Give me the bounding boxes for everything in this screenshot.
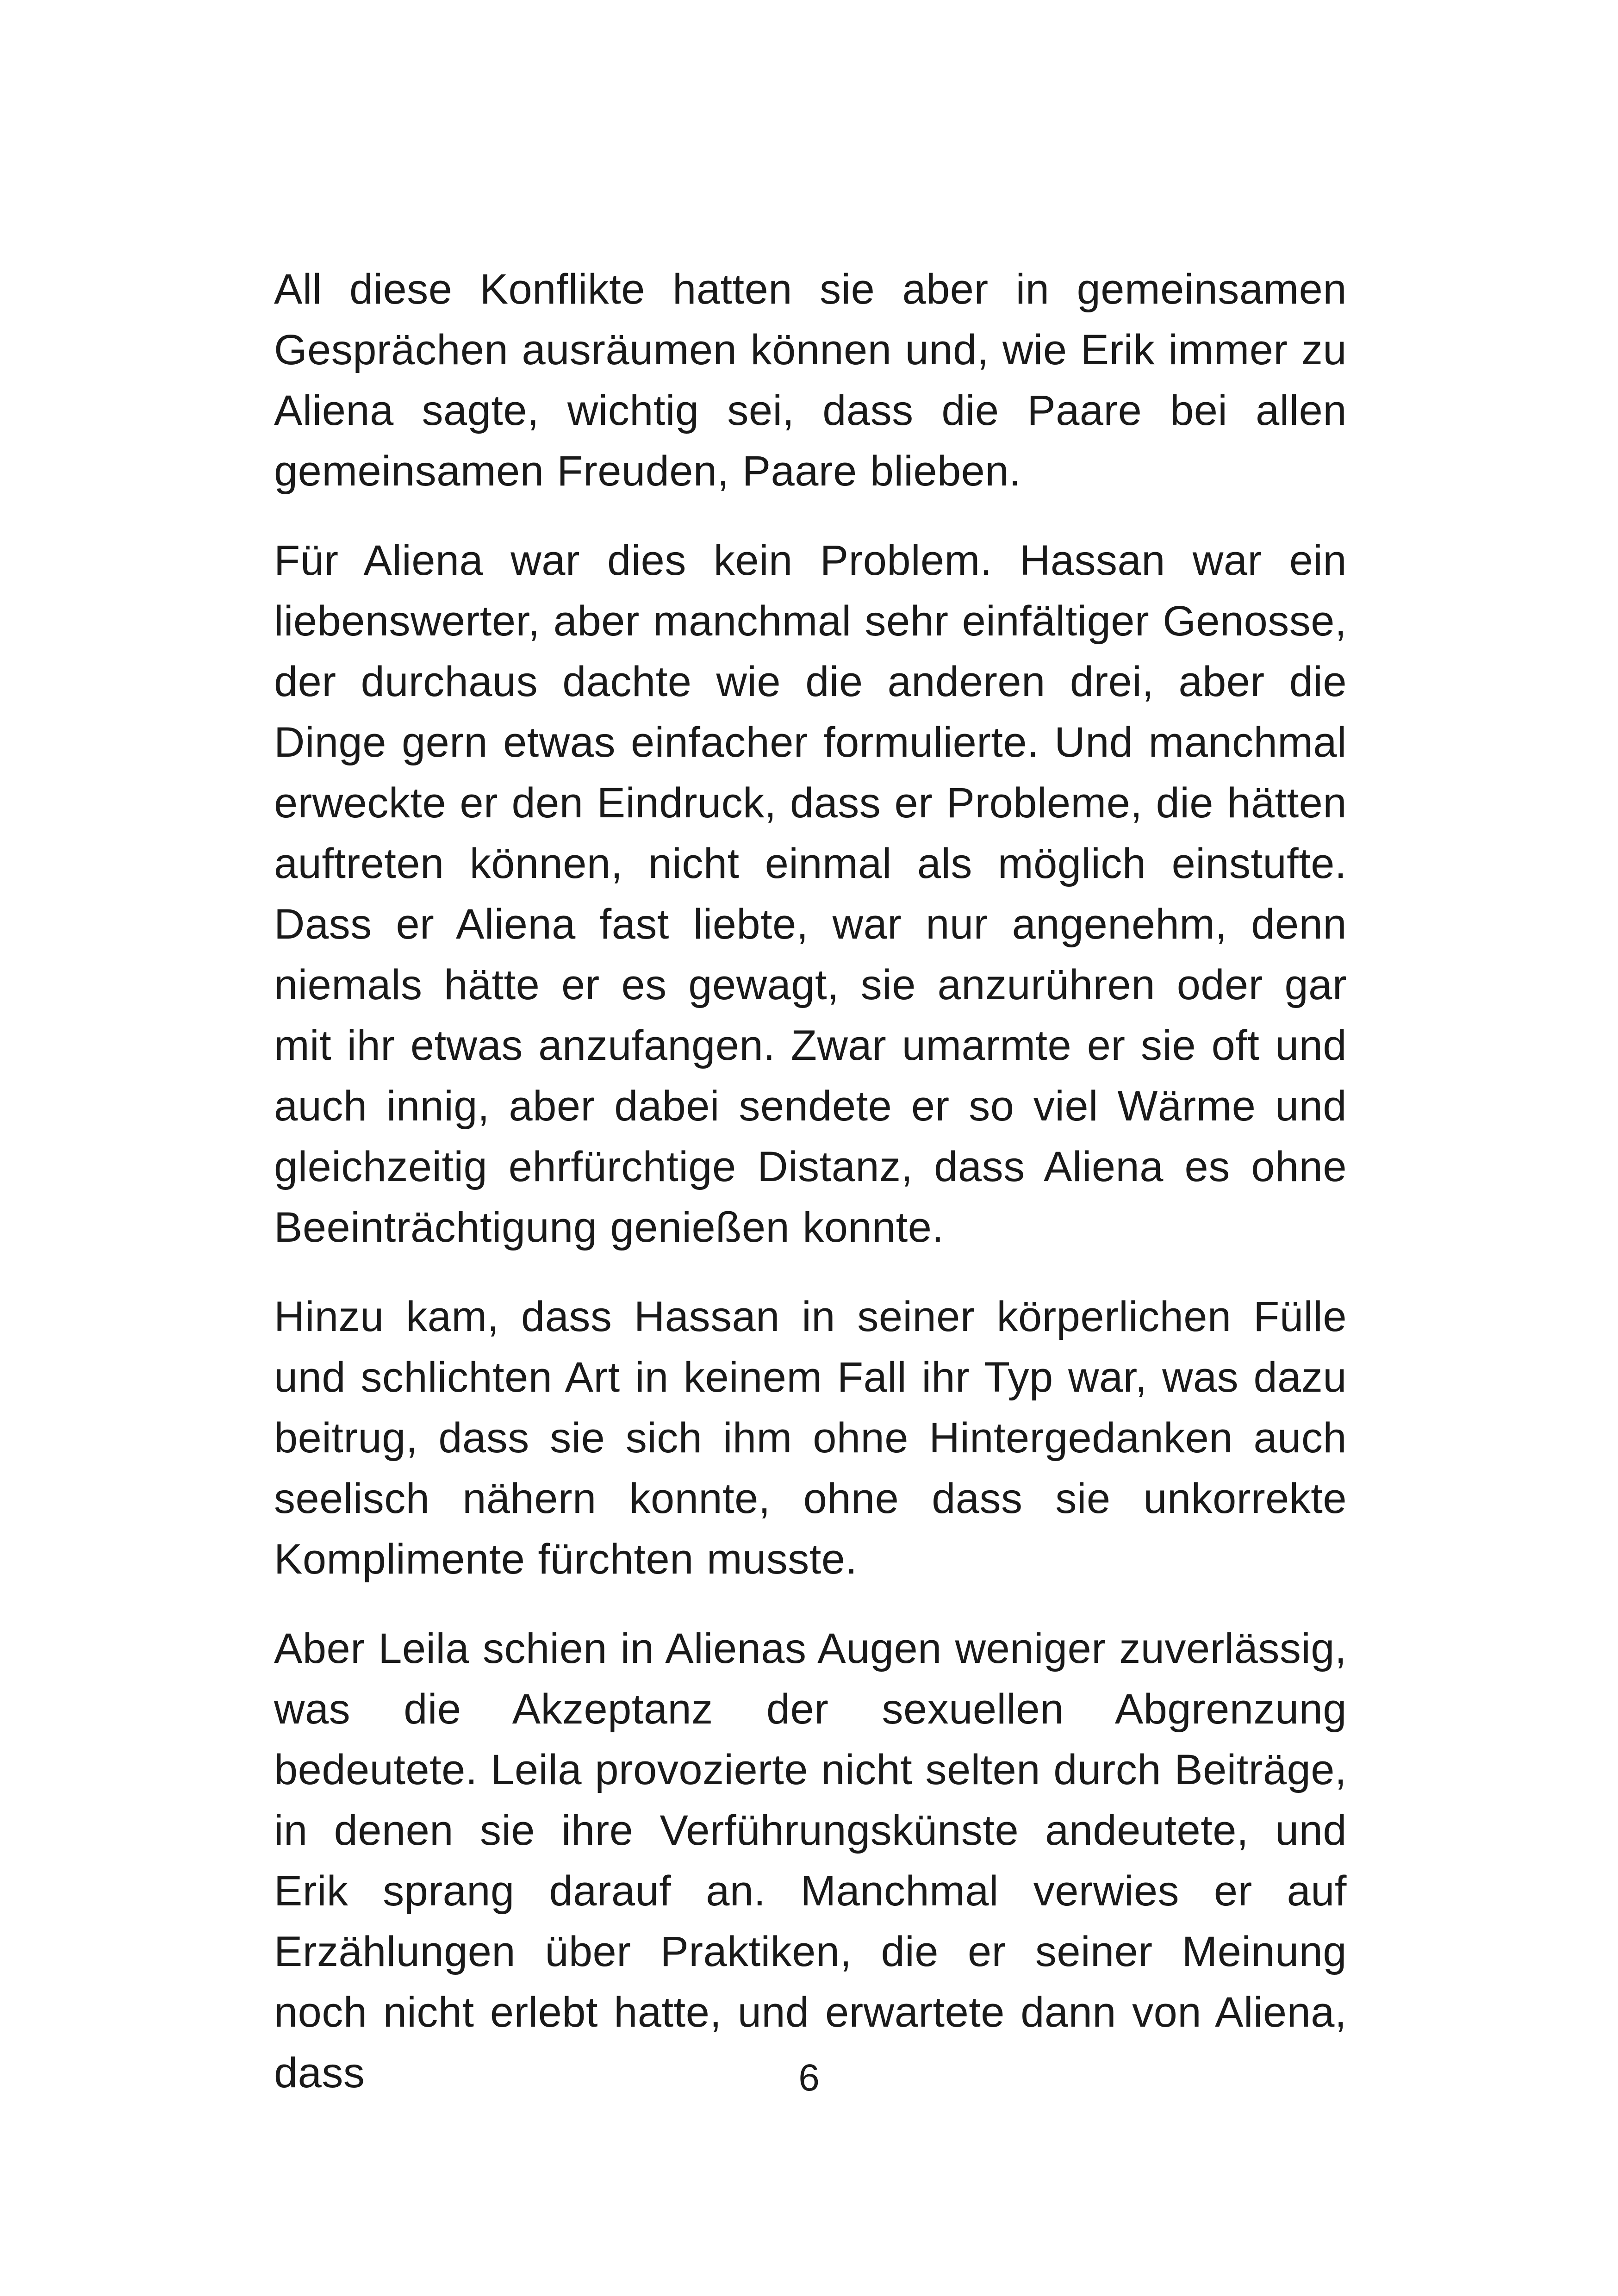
- paragraph-1: All diese Konflikte hatten sie aber in gemeinsamen Gesprächen ausräumen können und, wie Erik immer zu Aliena sagte, wichtig sei, dass die Paare bei allen gemeinsamen Freuden, Paare blieben.: [274, 266, 1347, 495]
- paragraph-3: Hinzu kam, dass Hassan in seiner körperlichen Fülle und schlichten Art in keinem Fall ihr Typ war, was dazu beitrug, dass sie sich ihm ohne Hintergedanken auch seelisch nähern konnte, ohne dass sie unkorrekte Komplimente fürchten musste.: [274, 1293, 1347, 1583]
- page-number: 6: [798, 2057, 820, 2099]
- body-text: [274, 259, 1347, 2103]
- paragraph-4: Aber Leila schien in Alienas Augen weniger zuverlässig, was die Akzeptanz der sexuellen Abgrenzung bedeutete. Leila provozierte nicht selten durch Beiträge, in denen sie ihre Verführungskünste andeutete, und Erik sprang darauf an. Manchmal verwies er auf Erzählungen über Praktiken, die er seiner Meinung noch nicht erlebt hatte, und erwartete dann von Aliena, dass: [274, 1625, 1347, 2097]
- paragraph-2: Für Aliena war dies kein Problem. Hassan war ein liebenswerter, aber manchmal sehr einfältiger Genosse, der durchaus dachte wie die anderen drei, aber die Dinge gern etwas einfacher formulierte. Und manchmal erweckte er den Eindruck, dass er Probleme, die hätten auftreten können, nicht einmal als möglich einstufte. Dass er Aliena fast liebte, war nur angenehm, denn niemals hätte er es gewagt, sie anzurühren oder gar mit ihr etwas anzufangen. Zwar umarmte er sie oft und auch innig, aber dabei sendete er so viel Wärme und gleichzeitig ehrfürchtige Distanz, dass Aliena es ohne Beeinträchtigung genießen konnte.: [274, 537, 1347, 1251]
